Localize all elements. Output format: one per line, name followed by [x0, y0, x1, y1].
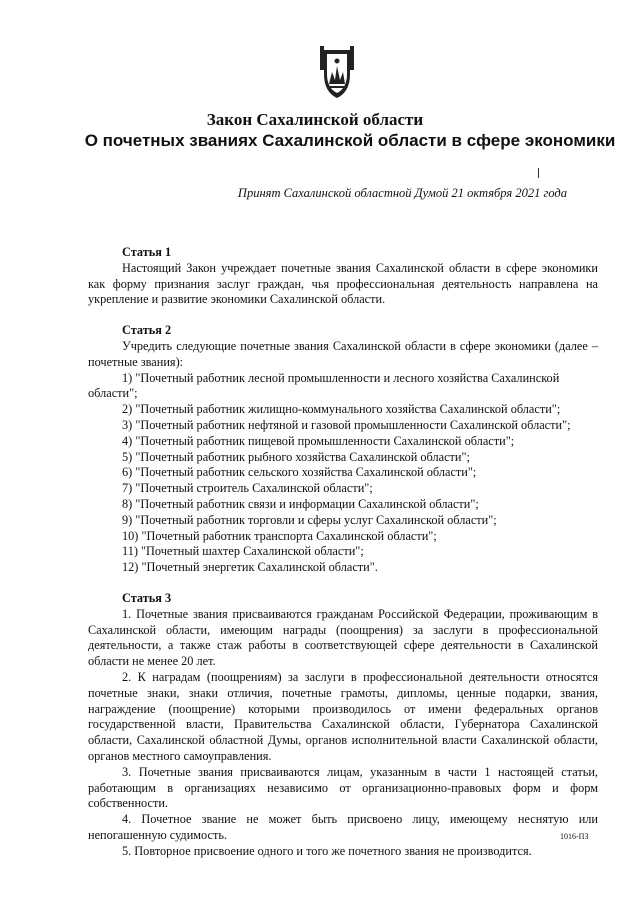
- article-3-part-2: 2. К наградам (поощрениям) за заслуги в профессиональной деятельности относятся почетные знаки, знаки отличия, почетные грамоты, дипломы, ценные подарки, звания, награждение (поощрение) которыми производилось от имени федеральных органов государственной власти, Правительства Сахалинской области, Губернатора Сахалинской области, Сахалинской областной Думы, органов исполнительной власти Сахалинской области, органов местного самоуправления.: [88, 669, 598, 763]
- article-1-text: Настоящий Закон учреждает почетные звания Сахалинской области в сфере экономики как форму признания заслуг граждан, чья профессиональная деятельность направлена на укрепление и развитие экономики Сахалинской области.: [88, 260, 598, 307]
- adoption-note: Принят Сахалинской областной Думой 21 октября 2021 года: [237, 186, 567, 200]
- list-item: 2) "Почетный работник жилищно-коммунального хозяйства Сахалинской области";: [122, 402, 561, 417]
- article-3-part-5: 5. Повторное присвоение одного и того же почетного звания не производится.: [122, 843, 532, 858]
- list-item: 5) "Почетный работник рыбного хозяйства Сахалинской области";: [122, 449, 470, 464]
- article-2-heading: Статья 2: [122, 323, 172, 338]
- scan-mark: [538, 168, 539, 178]
- list-item: 3) "Почетный работник нефтяной и газовой промышленности Сахалинской области";: [122, 417, 571, 432]
- list-item: 4) "Почетный работник пищевой промышленности Сахалинской области";: [122, 433, 515, 448]
- list-item: 10) "Почетный работник транспорта Сахалинской области";: [122, 528, 437, 543]
- article-3-part-3: 3. Почетные звания присваиваются лицам, указанным в части 1 настоящей статьи, работающим в организациях независимо от организационно-правовых форм и форм собственности.: [88, 764, 598, 811]
- list-item: 7) "Почетный строитель Сахалинской области";: [122, 481, 373, 496]
- law-body: [88, 245, 598, 859]
- article-2-intro: Учредить следующие почетные звания Сахалинской области в сфере экономики (далее – почетные звания):: [88, 338, 598, 369]
- list-item: 6) "Почетный работник сельского хозяйства Сахалинской области";: [122, 465, 477, 480]
- article-3-part-4: 4. Почетное звание не может быть присвоено лицу, имеющему неснятую или непогашенную судимость.: [88, 812, 598, 842]
- list-item: 9) "Почетный работник торговли и сферы услуг Сахалинской области";: [122, 512, 497, 527]
- list-item: 12) "Почетный энергетик Сахалинской области".: [122, 560, 378, 575]
- article-1-heading: Статья 1: [122, 245, 172, 259]
- list-item: 1) "Почетный работник лесной промышленности и лесного хозяйства Сахалинской области";: [88, 370, 560, 401]
- list-item: 8) "Почетный работник связи и информации Сахалинской области";: [122, 496, 479, 511]
- list-item: 11) "Почетный шахтер Сахалинской области";: [122, 544, 364, 559]
- law-subtitle: О почетных званиях Сахалинской области в сфере экономики: [84, 131, 616, 150]
- coat-of-arms-icon: [318, 44, 356, 102]
- article-3-heading: Статья 3: [122, 590, 172, 605]
- law-title: Закон Сахалинской области: [206, 110, 424, 129]
- document-code: 1016-ПЗ: [560, 832, 589, 841]
- article-3-part-1: 1. Почетные звания присваиваются гражданам Российской Федерации, проживающим в Сахалинской области, имеющим награды (поощрения) за заслуги в профессиональной деятельности, а также стаж работы в соответствующей сфере деятельности в Сахалинской области не менее 20 лет.: [88, 606, 598, 669]
